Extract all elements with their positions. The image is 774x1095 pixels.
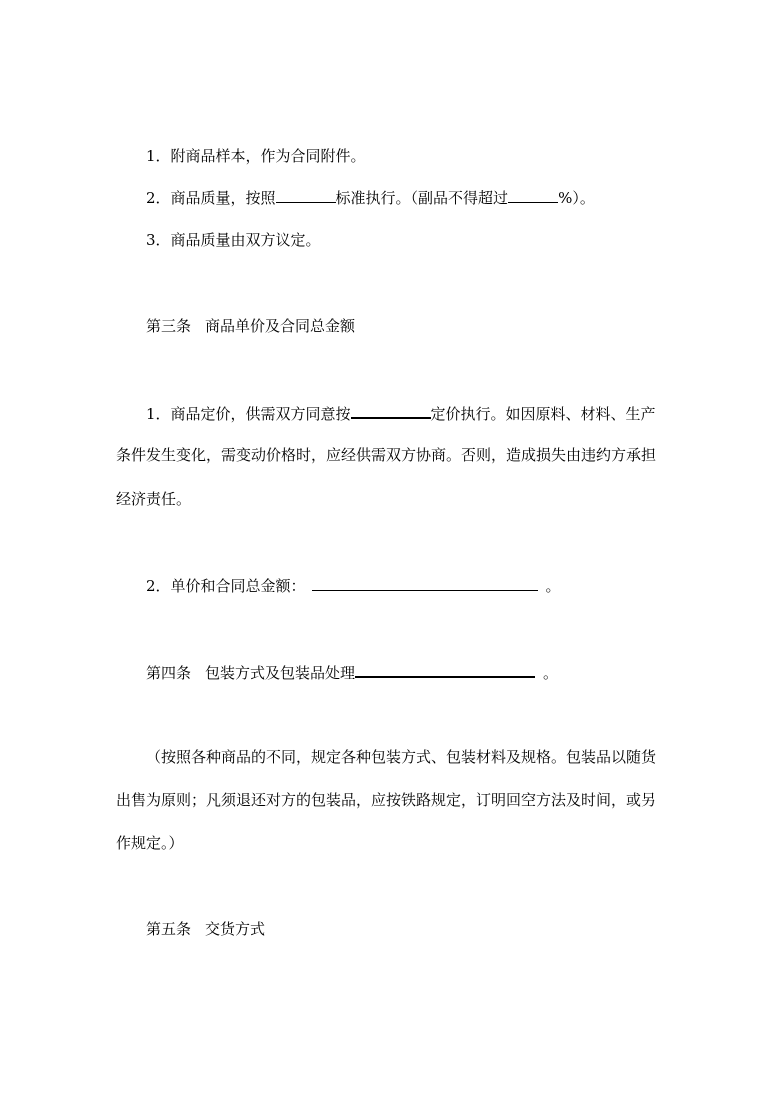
quality-item-3: 3．商品质量由双方议定。 (146, 231, 321, 249)
defect-percent-blank[interactable] (508, 188, 558, 203)
total-amount-blank[interactable] (312, 576, 538, 591)
quality-item-1: 1．附商品样本，作为合同附件。 (146, 147, 366, 165)
quality-item-2: 2．商品质量，按照 标准执行。（副品不得超过 %）。 (146, 189, 595, 207)
article3-para1-line1: 1．商品定价，供需双方同意按 定价执行。如因原料、材料、生产 (146, 405, 656, 423)
article3-para1-line3: 经济责任。 (116, 490, 192, 508)
article4-note-line2: 出售为原则；凡须退还对方的包装品，应按铁路规定，订明回空方法及时间，或另 (116, 791, 657, 809)
pricing-basis-blank[interactable] (351, 403, 431, 419)
article3-para2: 2．单价和合同总金额： 。 (146, 577, 561, 595)
article4-heading: 第四条 包装方式及包装品处理 。 (146, 664, 559, 682)
quality-standard-blank[interactable] (276, 188, 336, 203)
article5-heading: 第五条 交货方式 (146, 920, 266, 938)
packaging-blank[interactable] (355, 662, 535, 678)
article4-note-line3: 作规定。） (116, 834, 184, 852)
article3-heading: 第三条 商品单价及合同总金额 (146, 317, 356, 335)
article4-note-line1: （按照各种商品的不同，规定各种包装方式、包装材料及规格。包装品以随货 (146, 748, 657, 766)
article3-para1-line2: 条件发生变化，需变动价格时，应经供需双方协商。否则，造成损失由违约方承担 (116, 446, 657, 464)
